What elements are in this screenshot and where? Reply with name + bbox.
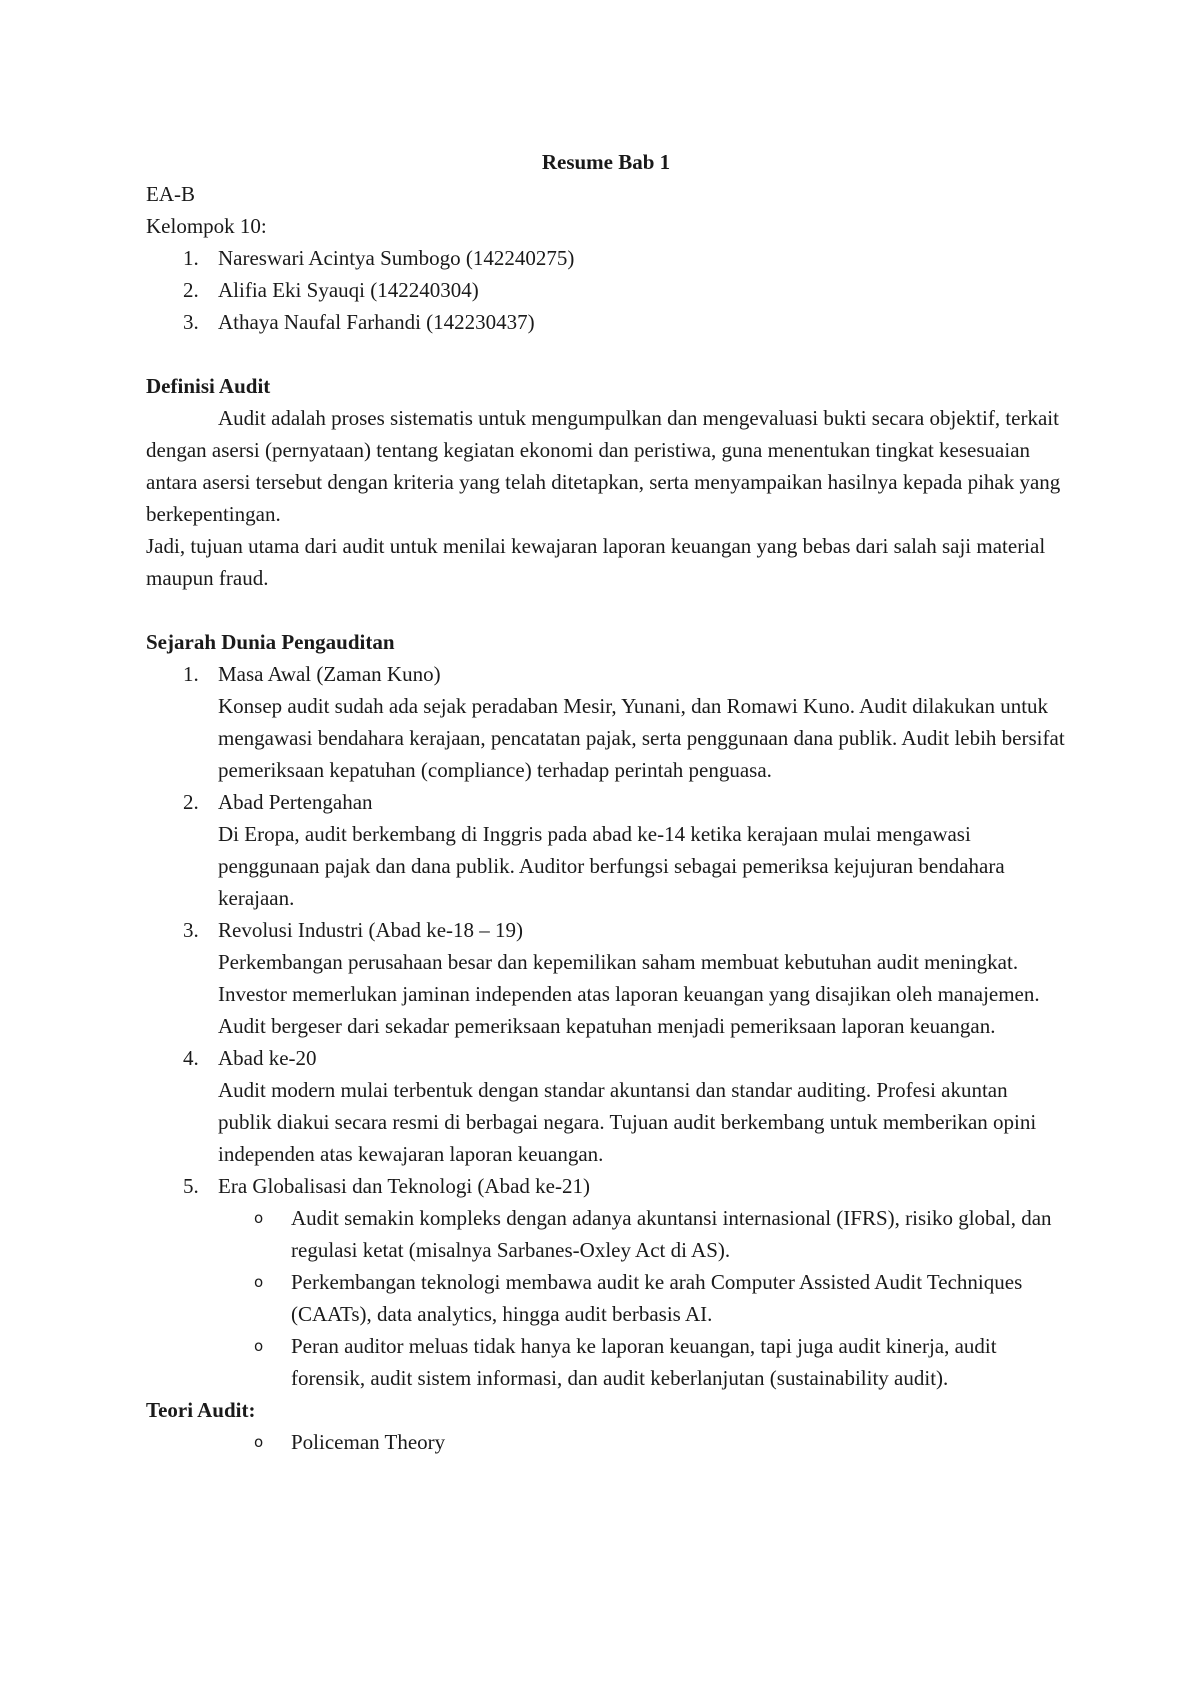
sejarah-heading: Sejarah Dunia Pengauditan xyxy=(146,630,395,654)
circle-bullet-icon: o xyxy=(254,1273,264,1291)
bullet-text: Audit semakin kompleks dengan adanya akuntansi internasional (IFRS), risiko global, dan regulasi ketat (misalnya Sarbanes-Oxley Act di AS). xyxy=(291,1206,1052,1262)
document-title: Resume Bab 1 xyxy=(541,150,671,174)
bullet-text: Policeman Theory xyxy=(291,1430,446,1454)
sejarah-item-title: Revolusi Industri (Abad ke-18 – 19) xyxy=(218,918,524,942)
sejarah-item-desc: Audit modern mulai terbentuk dengan standar akuntansi dan standar auditing. Profesi akuntan publik diakui secara resmi di berbagai negara. Tujuan audit berkembang untuk memberikan opini independen atas kewajaran laporan keuangan. xyxy=(218,1078,1037,1166)
sejarah-item xyxy=(146,914,1066,1042)
teori-heading: Teori Audit: xyxy=(146,1398,256,1422)
member-item xyxy=(146,274,1066,306)
circle-bullet-icon: o xyxy=(254,1433,264,1451)
list-number: 1. xyxy=(183,662,199,686)
sejarah-item xyxy=(146,658,1066,786)
member-item xyxy=(146,306,1066,338)
teori-list xyxy=(146,1426,1066,1458)
sejarah-item xyxy=(146,1170,1066,1394)
document-page xyxy=(146,146,1066,1458)
sejarah-item-title: Era Globalisasi dan Teknologi (Abad ke-21) xyxy=(218,1174,590,1198)
list-number: 1. xyxy=(183,246,199,270)
member-name: Alifia Eki Syauqi (142240304) xyxy=(218,278,479,302)
member-name: Nareswari Acintya Sumbogo (142240275) xyxy=(218,246,575,270)
spacer xyxy=(146,594,1066,626)
circle-bullet-icon: o xyxy=(254,1209,264,1227)
list-item xyxy=(218,1266,1066,1330)
sejarah-item xyxy=(146,786,1066,914)
circle-bullet-icon: o xyxy=(254,1337,264,1355)
list-item xyxy=(146,1426,1066,1458)
bullet-text: Peran auditor meluas tidak hanya ke laporan keuangan, tapi juga audit kinerja, audit forensik, audit sistem informasi, dan audit keberlanjutan (sustainability audit). xyxy=(291,1334,997,1390)
list-number: 2. xyxy=(183,790,199,814)
sejarah-item-desc: Di Eropa, audit berkembang di Inggris pada abad ke-14 ketika kerajaan mulai mengawasi penggunaan pajak dan dana publik. Auditor berfungsi sebagai pemeriksa kejujuran bendahara kerajaan. xyxy=(218,822,1005,910)
sejarah-item-title: Abad Pertengahan xyxy=(218,790,373,814)
sejarah-item-desc: Konsep audit sudah ada sejak peradaban Mesir, Yunani, dan Romawi Kuno. Audit dilakukan untuk mengawasi bendahara kerajaan, pencatatan pajak, serta penggunaan dana publik. Audit lebih bersifat pemeriksaan kepatuhan (compliance) terhadap perintah penguasa. xyxy=(218,694,1065,782)
list-item xyxy=(218,1330,1066,1394)
definisi-paragraph: Audit adalah proses sistematis untuk mengumpulkan dan mengevaluasi bukti secara objektif, terkait dengan asersi (pernyataan) tentang kegiatan ekonomi dan peristiwa, guna menentukan tingkat kesesuaian antara asersi tersebut dengan kriteria yang telah ditetapkan, serta menyampaikan hasilnya kepada pihak yang berkepentingan. xyxy=(146,406,1061,526)
sejarah-item-title: Abad ke-20 xyxy=(218,1046,317,1070)
list-item xyxy=(218,1202,1066,1266)
list-number: 4. xyxy=(183,1046,199,1070)
list-number: 5. xyxy=(183,1174,199,1198)
member-list xyxy=(146,242,1066,338)
list-number: 3. xyxy=(183,918,199,942)
member-item xyxy=(146,242,1066,274)
class-code: EA-B xyxy=(146,182,195,206)
definisi-conclusion: Jadi, tujuan utama dari audit untuk menilai kewajaran laporan keuangan yang bebas dari salah saji material maupun fraud. xyxy=(146,534,1046,590)
sejarah-item xyxy=(146,1042,1066,1170)
sejarah-list xyxy=(146,658,1066,1394)
bullet-text: Perkembangan teknologi membawa audit ke arah Computer Assisted Audit Techniques (CAATs), data analytics, hingga audit berbasis AI. xyxy=(291,1270,1023,1326)
definisi-heading: Definisi Audit xyxy=(146,374,271,398)
sejarah-item-desc: Perkembangan perusahaan besar dan kepemilikan saham membuat kebutuhan audit meningkat. Investor memerlukan jaminan independen atas laporan keuangan yang disajikan oleh manajemen. Audit bergeser dari sekadar pemeriksaan kepatuhan menjadi pemeriksaan laporan keuangan. xyxy=(218,950,1040,1038)
list-number: 3. xyxy=(183,310,199,334)
sejarah-item-title: Masa Awal (Zaman Kuno) xyxy=(218,662,441,686)
list-number: 2. xyxy=(183,278,199,302)
member-name: Athaya Naufal Farhandi (142230437) xyxy=(218,310,535,334)
spacer xyxy=(146,338,1066,370)
era-bullet-list xyxy=(218,1202,1066,1394)
group-label: Kelompok 10: xyxy=(146,214,267,238)
